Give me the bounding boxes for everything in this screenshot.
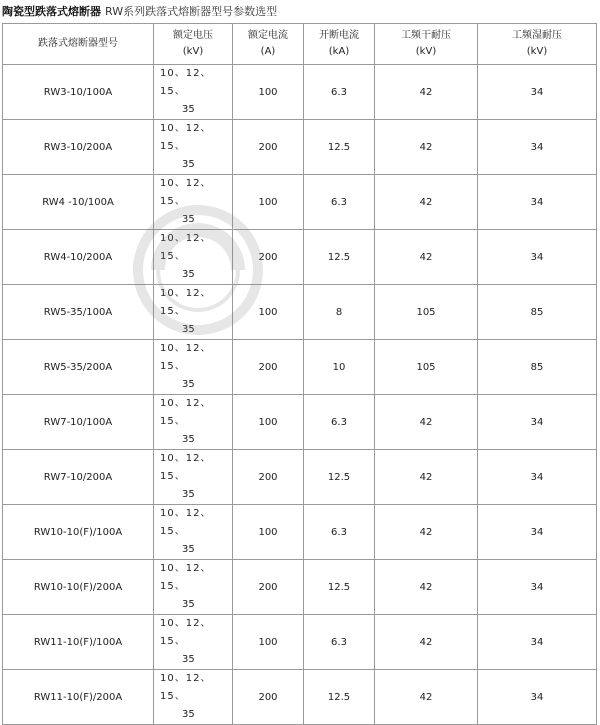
cell-voltage: 10、12、15、 35 [154, 615, 233, 670]
cell-wet: 34 [478, 560, 597, 615]
cell-dry: 42 [375, 505, 478, 560]
cell-breaking: 6.3 [304, 395, 375, 450]
header-breaking: 开断电流 (kA) [304, 24, 375, 65]
cell-dry: 105 [375, 340, 478, 395]
cell-current: 200 [233, 340, 304, 395]
cell-breaking: 6.3 [304, 175, 375, 230]
cell-voltage: 10、12、15、 35 [154, 175, 233, 230]
header-wet: 工频湿耐压 (kV) [478, 24, 597, 65]
cell-breaking: 6.3 [304, 615, 375, 670]
cell-wet: 34 [478, 670, 597, 725]
cell-current: 100 [233, 395, 304, 450]
table-row [3, 285, 597, 340]
cell-current: 100 [233, 285, 304, 340]
cell-voltage: 10、12、15、 35 [154, 670, 233, 725]
header-model: 跌落式熔断器型号 [3, 24, 154, 65]
cell-dry: 42 [375, 450, 478, 505]
header-current: 额定电流 (A) [233, 24, 304, 65]
table-row [3, 670, 597, 725]
cell-model: RW5-35/200A [3, 340, 154, 395]
title-bold: 陶瓷型跌落式熔断器 [2, 5, 101, 18]
table-row [3, 340, 597, 395]
cell-voltage: 10、12、15、 35 [154, 285, 233, 340]
cell-dry: 42 [375, 230, 478, 285]
page-title [2, 3, 277, 21]
cell-voltage: 10、12、15、 35 [154, 560, 233, 615]
cell-dry: 42 [375, 175, 478, 230]
table-row [3, 615, 597, 670]
cell-breaking: 6.3 [304, 65, 375, 120]
table-row [3, 230, 597, 285]
cell-breaking: 12.5 [304, 120, 375, 175]
cell-model: RW11-10(F)/100A [3, 615, 154, 670]
cell-dry: 105 [375, 285, 478, 340]
title-subtitle: RW系列跌落式熔断器型号参数选型 [105, 5, 278, 18]
cell-current: 100 [233, 615, 304, 670]
cell-model: RW5-35/100A [3, 285, 154, 340]
cell-voltage: 10、12、15、 35 [154, 65, 233, 120]
cell-wet: 34 [478, 230, 597, 285]
cell-model: RW3-10/200A [3, 120, 154, 175]
cell-wet: 85 [478, 340, 597, 395]
cell-model: RW4-10/200A [3, 230, 154, 285]
cell-breaking: 10 [304, 340, 375, 395]
cell-wet: 34 [478, 395, 597, 450]
cell-voltage: 10、12、15、 35 [154, 230, 233, 285]
cell-model: RW11-10(F)/200A [3, 670, 154, 725]
header-dry: 工频干耐压 (kV) [375, 24, 478, 65]
cell-wet: 34 [478, 175, 597, 230]
cell-voltage: 10、12、15、 35 [154, 340, 233, 395]
cell-model: RW10-10(F)/100A [3, 505, 154, 560]
cell-current: 200 [233, 450, 304, 505]
cell-breaking: 12.5 [304, 670, 375, 725]
cell-voltage: 10、12、15、 35 [154, 450, 233, 505]
table-row [3, 175, 597, 230]
cell-current: 100 [233, 175, 304, 230]
table-row [3, 395, 597, 450]
cell-current: 200 [233, 230, 304, 285]
cell-breaking: 8 [304, 285, 375, 340]
cell-breaking: 12.5 [304, 450, 375, 505]
cell-current: 200 [233, 560, 304, 615]
table-row [3, 560, 597, 615]
cell-voltage: 10、12、15、 35 [154, 395, 233, 450]
header-voltage: 额定电压 (kV) [154, 24, 233, 65]
cell-breaking: 12.5 [304, 560, 375, 615]
cell-model: RW7-10/200A [3, 450, 154, 505]
table-row [3, 505, 597, 560]
cell-wet: 34 [478, 450, 597, 505]
cell-breaking: 6.3 [304, 505, 375, 560]
cell-dry: 42 [375, 395, 478, 450]
cell-dry: 42 [375, 670, 478, 725]
cell-wet: 34 [478, 505, 597, 560]
cell-model: RW10-10(F)/200A [3, 560, 154, 615]
cell-wet: 34 [478, 120, 597, 175]
cell-wet: 34 [478, 65, 597, 120]
cell-wet: 85 [478, 285, 597, 340]
cell-model: RW3-10/100A [3, 65, 154, 120]
cell-dry: 42 [375, 120, 478, 175]
cell-current: 100 [233, 505, 304, 560]
cell-voltage: 10、12、15、 35 [154, 505, 233, 560]
cell-voltage: 10、12、15、 35 [154, 120, 233, 175]
table-row [3, 65, 597, 120]
table-row [3, 450, 597, 505]
cell-dry: 42 [375, 65, 478, 120]
cell-wet: 34 [478, 615, 597, 670]
cell-current: 100 [233, 65, 304, 120]
cell-model: RW7-10/100A [3, 395, 154, 450]
cell-breaking: 12.5 [304, 230, 375, 285]
parameter-table [2, 23, 597, 725]
cell-current: 200 [233, 670, 304, 725]
cell-current: 200 [233, 120, 304, 175]
cell-dry: 42 [375, 615, 478, 670]
table-row [3, 120, 597, 175]
cell-dry: 42 [375, 560, 478, 615]
cell-model: RW4 -10/100A [3, 175, 154, 230]
table-header-row [3, 24, 597, 65]
